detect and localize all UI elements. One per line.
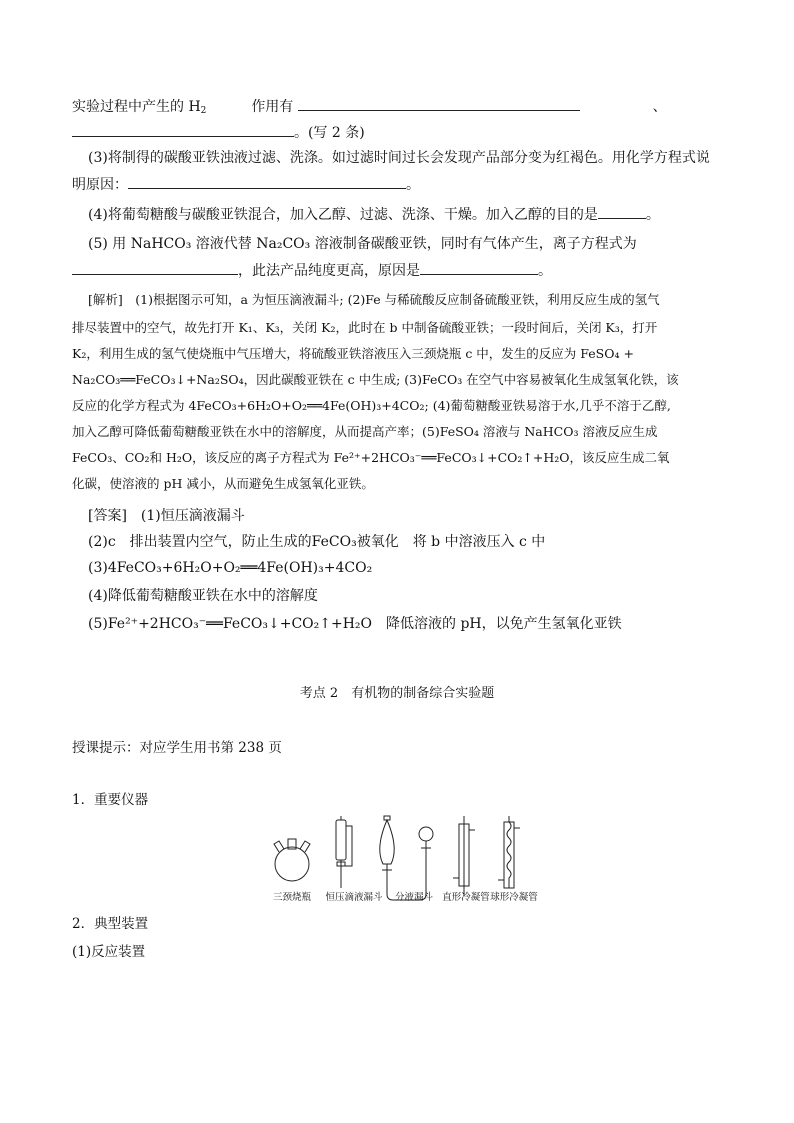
item-heading: 2．典型装置: [72, 916, 149, 932]
answer-blank[interactable]: [298, 96, 580, 111]
analysis-line: Na₂CO₃══FeCO₃↓+Na₂SO₄，因此碳酸亚铁在 c 中生成; (3)FeCO₃ 在空气中容易被氧化生成氢氧化铁，该: [72, 372, 679, 387]
answer-blank[interactable]: [598, 204, 646, 219]
straight-condenser-icon: [453, 816, 475, 896]
q5-mid: ，此法产品纯度更高，原因是: [238, 263, 420, 279]
q5-suffix: 。: [538, 263, 552, 279]
q2-line2: [72, 122, 724, 143]
caption-straight-condenser: 直形冷凝管: [442, 892, 490, 903]
q3-prefix: 明原因：: [72, 177, 128, 193]
bulb-condenser-icon: [498, 816, 520, 888]
dropping-funnel-icon: [336, 816, 352, 888]
analysis-line: 化碳，使溶液的 pH 减小，从而避免生成氢氧化亚铁。: [72, 476, 374, 491]
section-title: 考点 2 有机物的制备综合实验题: [299, 686, 495, 701]
caption-three-neck-flask: 三颈烧瓶: [272, 892, 312, 903]
caption-bulb-condenser: 球形冷凝管: [490, 892, 538, 903]
item-heading: 1．重要仪器: [72, 792, 149, 808]
q2-prefix: 实验过程中产生的 H: [72, 99, 201, 115]
q4-suffix: 。: [645, 207, 660, 223]
analysis-line: 加入乙醇可降低葡萄糖酸亚铁在水中的溶解度，从而提高产率；(5)FeSO₄ 溶液与 NaHCO₃ 溶液反应生成: [72, 424, 658, 439]
q2-subscript: 2: [200, 106, 207, 116]
q2-mid: 作用有: [251, 99, 294, 115]
answer-line: [答案] (1)恒压滴液漏斗: [88, 508, 245, 524]
analysis-line: 排尽装置中的空气，故先打开 K₁、K₃，关闭 K₂，此时在 b 中制备硫酸亚铁；一段时间后，关闭 K₃，打开: [72, 320, 658, 335]
answer-blank[interactable]: [72, 122, 294, 137]
answer-line: (4)降低葡萄糖酸亚铁在水中的溶解度: [88, 588, 318, 604]
analysis-line: FeCO₃、CO₂和 H₂O，该反应的离子方程式为 Fe²⁺+2HCO₃⁻══FeCO₃↓+CO₂↑+H₂O，该反应生成二氧: [72, 450, 670, 465]
answer-blank[interactable]: [72, 260, 238, 275]
q5-line2: [72, 260, 724, 281]
answer-line: (2)c 排出装置内空气，防止生成的FeCO₃被氧化 将 b 中溶液压入 c 中: [88, 534, 546, 550]
q3-suffix: 。: [406, 177, 420, 193]
q4-prefix: (4)将葡萄糖酸与碳酸亚铁混合，加入乙醇、过滤、洗涤、干燥。加入乙醇的目的是: [88, 207, 598, 223]
analysis-line: K₂，利用生成的氢气使烧瓶中气压增大，将硫酸亚铁溶液压入三颈烧瓶 c 中，发生的反应为 FeSO₄ +: [72, 346, 634, 361]
q3-line2: [72, 174, 724, 195]
q3-line1: (3)将制得的碳酸亚铁浊液过滤、洗涤。如过滤时间过长会发现产品部分变为红褐色。用化学方程式说: [88, 150, 710, 166]
separatory-funnel-icon: [380, 816, 394, 894]
answer-blank[interactable]: [128, 174, 406, 189]
analysis-line: [解析] (1)根据图示可知，a 为恒压滴液漏斗; (2)Fe 与稀硫酸反应制备硫酸亚铁，利用反应生成的氢气: [88, 292, 660, 307]
answer-blank[interactable]: [420, 260, 538, 275]
apparatus-captions: [268, 886, 540, 904]
sub-item-heading: (1)反应装置: [72, 944, 146, 960]
q2-comma: 、: [652, 99, 667, 115]
q2-suffix: 。(写 2 条): [294, 125, 365, 141]
q4-line1: [88, 204, 740, 225]
lesson-hint: 授课提示：对应学生用书第 238 页: [72, 740, 282, 756]
q5-line1: (5) 用 NaHCO₃ 溶液代替 Na₂CO₃ 溶液制备碳酸亚铁，同时有气体产生，离子方程式为: [88, 236, 637, 252]
analysis-line: 反应的化学方程式为 4FeCO₃+6H₂O+O₂══4Fe(OH)₃+4CO₂; (4)葡萄糖酸亚铁易溶于水,几乎不溶于乙醇,: [72, 398, 671, 413]
answer-line: (3)4FeCO₃+6H₂O+O₂══4Fe(OH)₃+4CO₂: [88, 560, 373, 576]
three-neck-flask-icon: [274, 839, 310, 881]
caption-separatory-funnel: 分液漏斗: [394, 892, 434, 903]
answer-line: (5)Fe²⁺+2HCO₃⁻══FeCO₃↓+CO₂↑+H₂O 降低溶液的 pH，以免产生氢氧化亚铁: [88, 616, 622, 632]
q2-line1: [72, 96, 724, 121]
caption-dropping-funnel: 恒压滴液漏斗: [325, 892, 383, 903]
